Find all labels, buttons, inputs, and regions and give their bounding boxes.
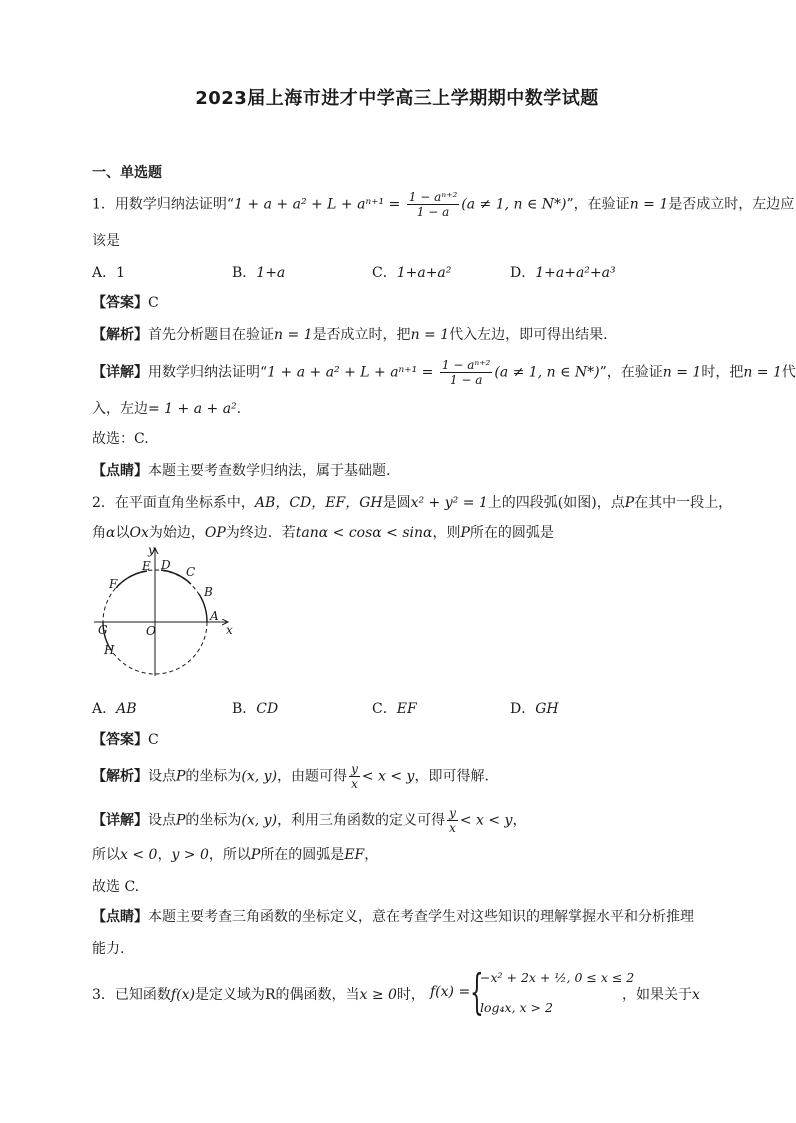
q2-option-a: A．AB	[92, 701, 137, 717]
label-f: F	[109, 577, 118, 591]
q2-option-b: B．CD	[232, 701, 279, 717]
label-o: O	[146, 624, 156, 638]
label-d: D	[161, 558, 171, 572]
q2-option-c: C．EF	[372, 701, 417, 717]
q3-piece-2: log₄x, x > 2	[480, 1000, 553, 1015]
q1-option-b: B．1+a	[232, 265, 286, 281]
label-a: A	[210, 609, 219, 623]
q3-fx-label: f(x) =	[430, 984, 471, 1000]
q1-stem-c: 是否成立时，左边应	[668, 196, 795, 213]
unit-circle-figure	[88, 542, 248, 682]
q3-stem-tail: ，如果关于x	[622, 987, 700, 1003]
page-title: 2023届上海市进才中学高三上学期期中数学试题	[195, 88, 599, 109]
q1-analysis: 【解析】首先分析题目在验证n = 1是否成立时，把n = 1代入左边，即可得出结果.	[92, 327, 608, 343]
q1-frac-den: 1 − a	[416, 205, 450, 219]
q2-analysis: 【解析】设点P的坐标为(x, y)，由题可得 $\frac{y}{x}$ < x < y，即可得解.	[92, 762, 489, 791]
q1-stem-cont: 该是	[92, 233, 120, 249]
q1-frac-num: 1 − aⁿ⁺²	[408, 190, 458, 204]
label-e: E	[142, 559, 151, 573]
label-x: x	[226, 623, 233, 637]
q1-comment: 【点睛】本题主要考查数学归纳法，属于基础题.	[92, 463, 391, 479]
q2-answer: 【答案】C	[92, 732, 159, 748]
section-heading: 一、单选题	[92, 165, 162, 181]
piecewise-brace: {	[470, 964, 484, 1020]
q2-option-d: D．GH	[510, 701, 559, 717]
label-h: H	[104, 643, 115, 657]
q1-n1: n = 1	[629, 196, 669, 213]
q1-detail-cont: 入，左边= 1 + a + a².	[92, 401, 242, 417]
q1-answer: 【答案】C	[92, 295, 159, 311]
label-g: G	[98, 623, 108, 637]
q1-stem	[92, 190, 794, 219]
arc-ef	[116, 571, 147, 588]
q2-detail: 【详解】设点P的坐标为(x, y)，利用三角函数的定义可得 $\frac{y}{x}$ < x < y，	[92, 806, 527, 835]
q1-stem-b: ”，在验证	[566, 196, 630, 213]
label-c: C	[186, 565, 196, 579]
q1-option-d: D．1+a+a²+a³	[510, 265, 616, 281]
label-b: B	[204, 585, 213, 599]
q2-comment-cont: 能力.	[92, 941, 125, 957]
q2-stem-cont: 角α以Ox为始边，OP为终边．若tanα < cosα < sinα，则P所在的圆弧是	[92, 525, 554, 541]
q1-detail: 【详解】用数学归纳法证明“1 + a + a² + L + aⁿ⁺¹ = $\frac{\text{1 − aⁿ⁺²}}{1 - a}$ (a ≠ 1, n ∈ N*)”，在验证n = 1时，把n = 1代	[92, 358, 796, 387]
q1-stem-a: 1．用数学归纳法证明“	[92, 196, 235, 213]
q1-fraction	[407, 190, 459, 219]
q1-option-c: C．1+a+a²	[372, 265, 452, 281]
q2-conclusion: 故选 C.	[92, 879, 140, 895]
q2-stem: 2．在平面直角坐标系中，AB，CD，EF，GH是圆x² + y² = 1上的四段弧(如图)，点P在其中一段上，	[92, 495, 733, 511]
q3-stem: 3．已知函数f(x)是定义域为R的偶函数，当x ≥ 0时，	[92, 987, 425, 1003]
q1-conclusion: 故选：C.	[92, 431, 149, 447]
label-y: y	[148, 543, 155, 557]
q2-comment: 【点睛】本题主要考查三角函数的坐标定义，意在考查学生对这些知识的理解掌握水平和分析推理	[92, 909, 694, 925]
q1-cond: (a ≠ 1, n ∈ N*)	[461, 196, 567, 213]
q3-piece-1: −x² + 2x + ½, 0 ≤ x ≤ 2	[480, 970, 635, 985]
q1-option-a: A．1	[92, 265, 126, 281]
q2-detail-cont: 所以x < 0，y > 0，所以P所在的圆弧是EF，	[92, 847, 379, 863]
q1-expr: 1 + a + a² + L + aⁿ⁺¹ =	[234, 196, 401, 213]
